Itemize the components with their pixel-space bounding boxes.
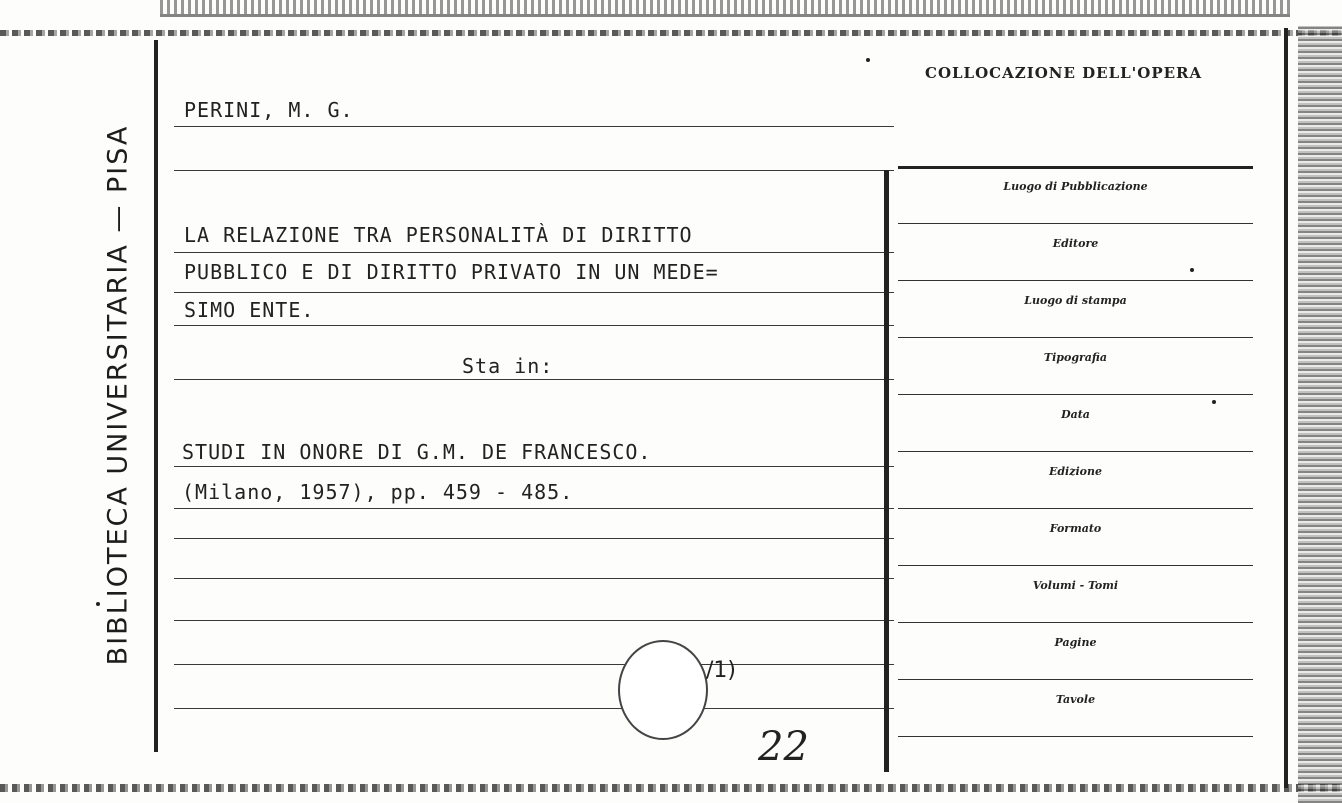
field-row	[898, 451, 1253, 509]
field-row	[898, 508, 1253, 566]
field-label: Formato	[1049, 522, 1102, 535]
collocazione-heading: COLLOCAZIONE DELL'OPERA	[925, 64, 1203, 82]
title-line-1: LA RELAZIONE TRA PERSONALITÀ DI DIRITTO	[184, 223, 693, 247]
field-label: Data	[1061, 408, 1090, 421]
handwritten-number: 22	[758, 724, 809, 770]
rule	[174, 466, 894, 467]
ink-speck	[1212, 400, 1216, 404]
rule	[174, 620, 894, 621]
source-line-2: (Milano, 1957), pp. 459 - 485.	[182, 480, 574, 504]
field-label: Luogo di Pubblicazione	[1003, 180, 1148, 193]
collocazione-grid	[898, 166, 1253, 762]
left-vertical-bar	[154, 40, 158, 752]
field-row	[898, 565, 1253, 623]
field-label: Edizione	[1048, 465, 1102, 478]
rule	[174, 292, 894, 293]
rule	[174, 170, 894, 171]
rule	[174, 379, 894, 380]
rule	[174, 538, 894, 539]
punch-hole	[618, 640, 708, 740]
ink-speck	[866, 58, 870, 62]
title-line-3: SIMO ENTE.	[184, 298, 315, 322]
side-heading	[88, 60, 148, 730]
field-label: Volumi - Tomi	[1032, 579, 1119, 592]
field-row	[898, 622, 1253, 680]
field-label: Pagine	[1054, 636, 1097, 649]
field-row	[898, 223, 1253, 281]
ink-speck	[96, 602, 100, 606]
title-line-2: PUBBLICO E DI DIRITTO PRIVATO IN UN MEDE=	[184, 260, 719, 284]
ink-speck	[1190, 268, 1194, 272]
column-divider	[884, 170, 889, 772]
field-label: Tipografia	[1043, 351, 1108, 364]
entry-area	[166, 0, 896, 803]
rule	[174, 252, 894, 253]
field-row	[898, 166, 1253, 224]
field-label: Tavole	[1055, 693, 1096, 706]
rule	[174, 578, 894, 579]
rule	[174, 325, 894, 326]
field-row	[898, 394, 1253, 452]
rule	[174, 708, 894, 709]
field-row	[898, 679, 1253, 737]
sta-in-label: Sta in:	[462, 354, 554, 378]
field-label: Luogo di stampa	[1024, 294, 1127, 307]
library-name: BIBLIOTECA UNIVERSITARIA — PISA	[102, 124, 134, 666]
source-line-1: STUDI IN ONORE DI G.M. DE FRANCESCO.	[182, 440, 652, 464]
field-row	[898, 337, 1253, 395]
rule	[174, 664, 894, 665]
right-edge-noise	[1298, 26, 1342, 803]
shelf-stamp: /1)	[706, 658, 736, 683]
right-border	[1284, 28, 1288, 788]
field-label: Editore	[1052, 237, 1099, 250]
field-row	[898, 280, 1253, 338]
rule	[174, 126, 894, 127]
author-line: PERINI, M. G.	[184, 98, 354, 122]
rule	[174, 508, 894, 509]
